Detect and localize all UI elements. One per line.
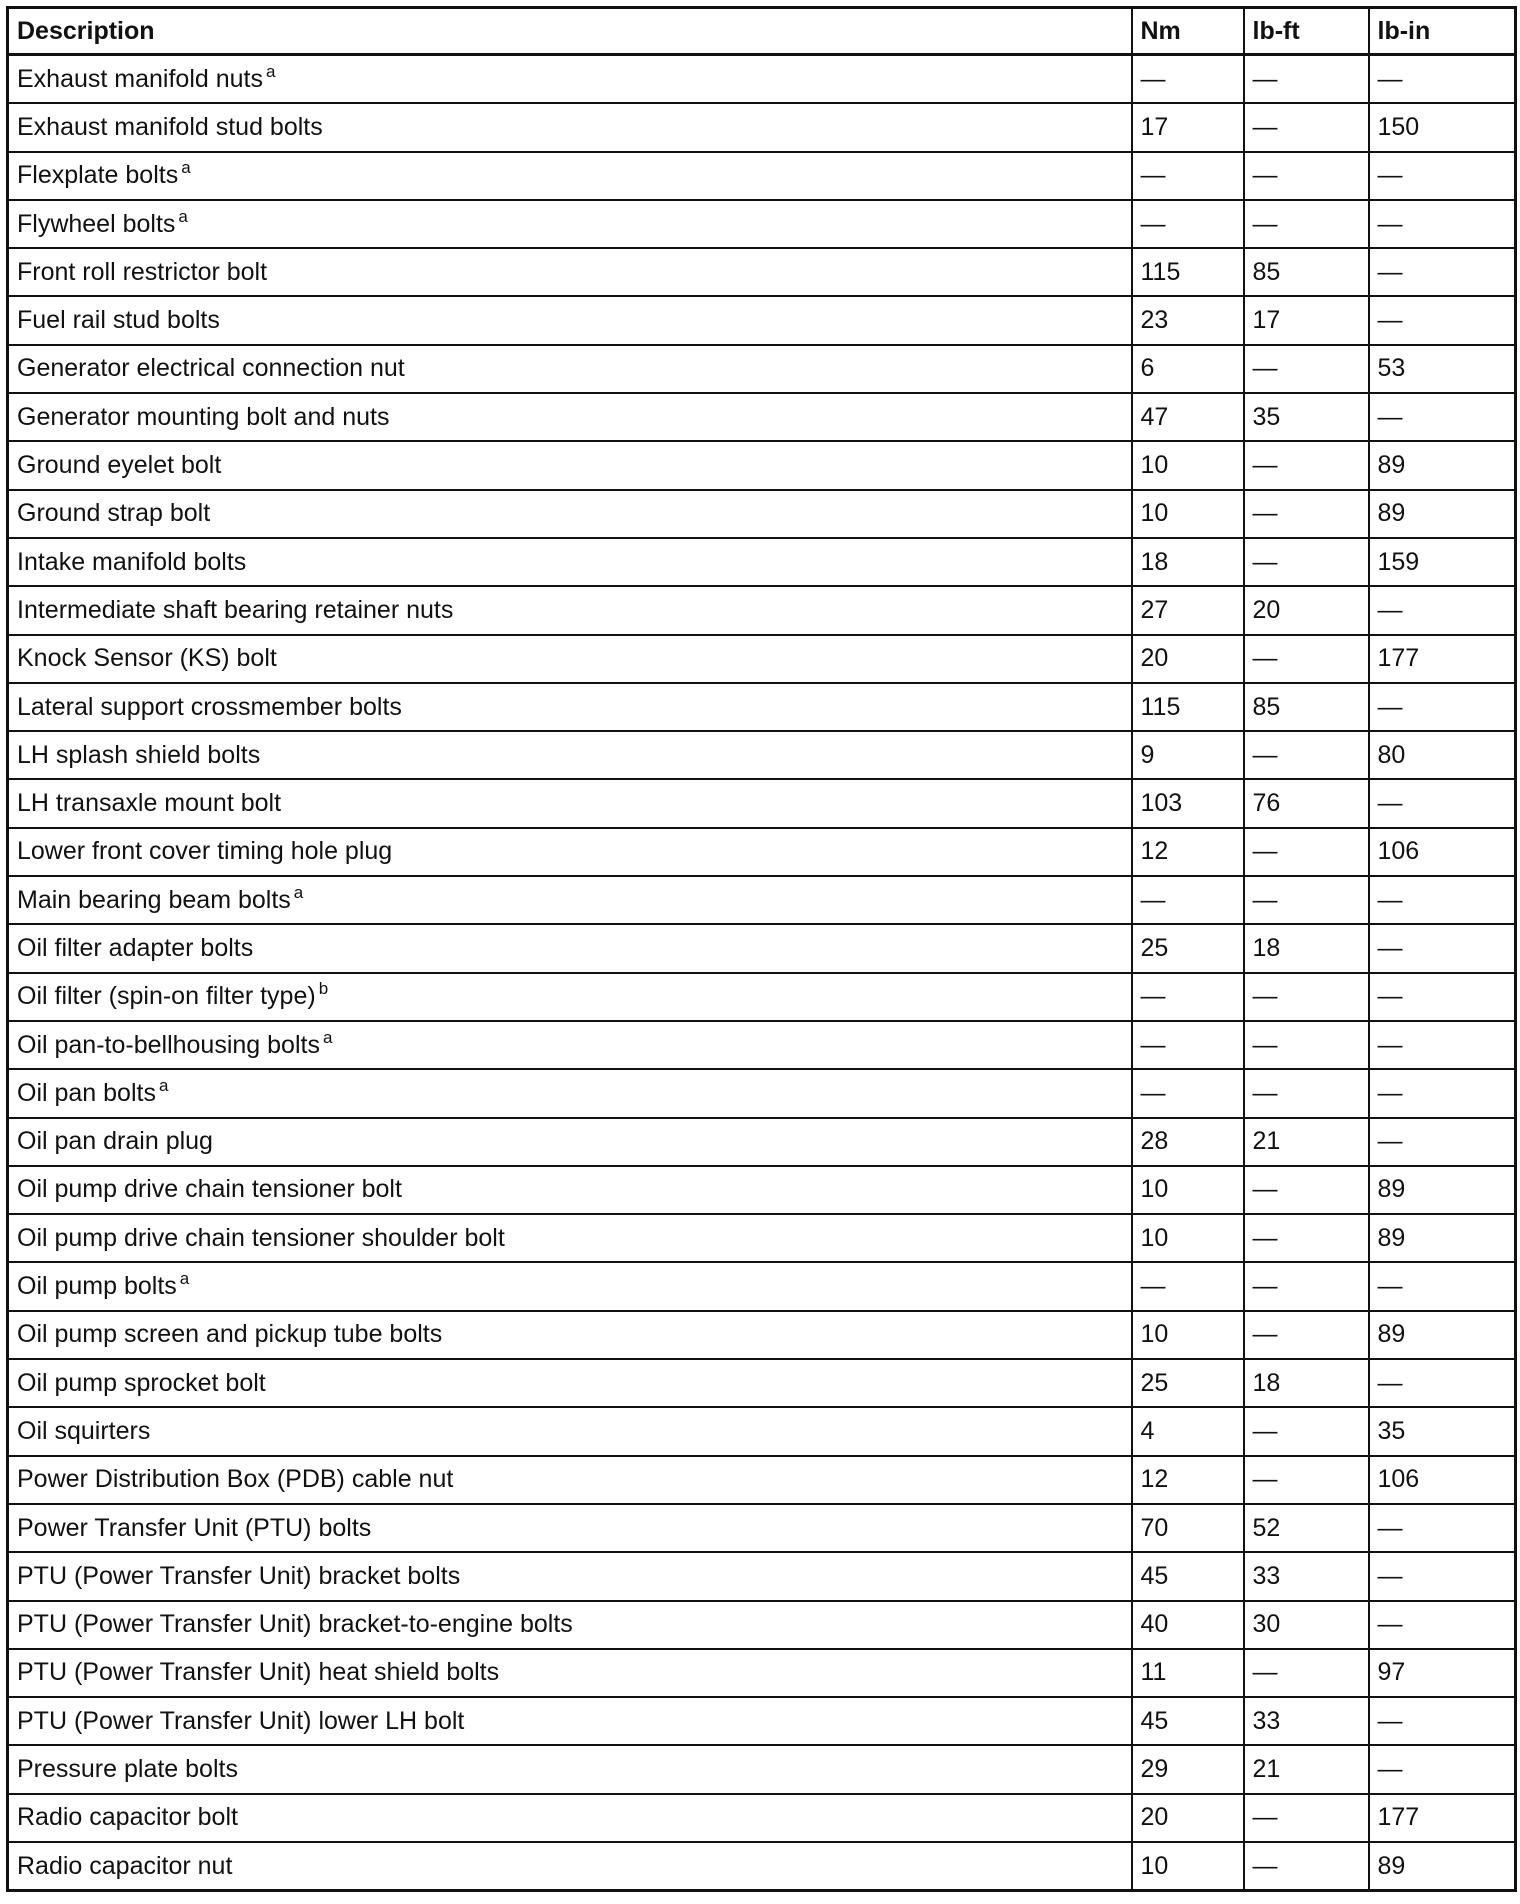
cell-description bbox=[8, 1842, 1132, 1891]
cell-lb-in: — bbox=[1369, 683, 1516, 731]
table-row bbox=[8, 103, 1516, 151]
cell-lb-in: 89 bbox=[1369, 1166, 1516, 1214]
cell-nm: — bbox=[1132, 152, 1244, 200]
cell-description bbox=[8, 1601, 1132, 1649]
description-text: LH splash shield bolts bbox=[17, 740, 261, 769]
cell-lb-ft: — bbox=[1244, 973, 1369, 1021]
cell-lb-in: 106 bbox=[1369, 828, 1516, 876]
cell-lb-in: 35 bbox=[1369, 1407, 1516, 1455]
description-text: Oil pan drain plug bbox=[17, 1127, 213, 1156]
cell-lb-in: — bbox=[1369, 1118, 1516, 1166]
table-row bbox=[8, 683, 1516, 731]
cell-nm: 4 bbox=[1132, 1407, 1244, 1455]
description-text: Intake manifold bolts bbox=[17, 547, 247, 576]
description-text: Power Transfer Unit (PTU) bolts bbox=[17, 1513, 372, 1542]
cell-description bbox=[8, 345, 1132, 393]
cell-lb-ft: 85 bbox=[1244, 248, 1369, 296]
cell-description bbox=[8, 200, 1132, 248]
cell-lb-ft: — bbox=[1244, 345, 1369, 393]
cell-description bbox=[8, 876, 1132, 924]
cell-nm: 10 bbox=[1132, 1214, 1244, 1262]
table-row bbox=[8, 1069, 1516, 1117]
cell-lb-ft: 30 bbox=[1244, 1601, 1369, 1649]
cell-lb-in: 89 bbox=[1369, 441, 1516, 489]
cell-lb-ft: 21 bbox=[1244, 1118, 1369, 1166]
cell-nm: 10 bbox=[1132, 1311, 1244, 1359]
cell-nm: — bbox=[1132, 973, 1244, 1021]
table-row bbox=[8, 1021, 1516, 1069]
cell-lb-in: 89 bbox=[1369, 490, 1516, 538]
cell-lb-ft: 52 bbox=[1244, 1504, 1369, 1552]
cell-nm: 40 bbox=[1132, 1601, 1244, 1649]
cell-description bbox=[8, 1166, 1132, 1214]
table-row bbox=[8, 1842, 1516, 1891]
description-text: Main bearing beam bolts bbox=[17, 885, 291, 914]
cell-description bbox=[8, 1745, 1132, 1793]
description-text: Oil pump screen and pickup tube bolts bbox=[17, 1320, 443, 1349]
cell-nm: 12 bbox=[1132, 1456, 1244, 1504]
table-row bbox=[8, 1311, 1516, 1359]
cell-nm: 20 bbox=[1132, 1794, 1244, 1842]
table-row bbox=[8, 1697, 1516, 1745]
header-lb-in: lb-in bbox=[1369, 8, 1516, 55]
header-lb-ft: lb-ft bbox=[1244, 8, 1369, 55]
cell-lb-ft: 33 bbox=[1244, 1552, 1369, 1600]
table-row bbox=[8, 1166, 1516, 1214]
cell-description bbox=[8, 296, 1132, 344]
cell-lb-in: 97 bbox=[1369, 1649, 1516, 1697]
torque-specification-table bbox=[6, 6, 1517, 1892]
cell-lb-ft: — bbox=[1244, 490, 1369, 538]
cell-description bbox=[8, 103, 1132, 151]
cell-lb-ft: — bbox=[1244, 1407, 1369, 1455]
table-row bbox=[8, 490, 1516, 538]
description-text: Oil pan-to-bellhousing bolts bbox=[17, 1030, 320, 1059]
cell-lb-in: 159 bbox=[1369, 538, 1516, 586]
table-row bbox=[8, 828, 1516, 876]
description-text: Oil pump drive chain tensioner shoulder bolt bbox=[17, 1223, 505, 1252]
cell-description bbox=[8, 1649, 1132, 1697]
cell-lb-ft: — bbox=[1244, 538, 1369, 586]
cell-lb-in: 80 bbox=[1369, 731, 1516, 779]
cell-nm: 10 bbox=[1132, 490, 1244, 538]
header-description: Description bbox=[8, 8, 1132, 55]
cell-description bbox=[8, 1359, 1132, 1407]
cell-nm: — bbox=[1132, 1262, 1244, 1310]
cell-lb-in: — bbox=[1369, 1359, 1516, 1407]
cell-nm: 70 bbox=[1132, 1504, 1244, 1552]
cell-lb-ft: — bbox=[1244, 1649, 1369, 1697]
cell-description bbox=[8, 828, 1132, 876]
description-text: Generator electrical connection nut bbox=[17, 354, 405, 383]
cell-lb-in: — bbox=[1369, 1745, 1516, 1793]
description-text: Oil pump drive chain tensioner bolt bbox=[17, 1175, 402, 1204]
description-text: LH transaxle mount bolt bbox=[17, 789, 282, 818]
cell-lb-in: — bbox=[1369, 152, 1516, 200]
cell-lb-in: — bbox=[1369, 876, 1516, 924]
table-row bbox=[8, 586, 1516, 634]
cell-description bbox=[8, 683, 1132, 731]
footnote-marker: a bbox=[293, 882, 304, 902]
cell-lb-in: — bbox=[1369, 586, 1516, 634]
cell-lb-ft: 33 bbox=[1244, 1697, 1369, 1745]
description-text: Front roll restrictor bolt bbox=[17, 257, 268, 286]
cell-description bbox=[8, 1794, 1132, 1842]
cell-lb-ft: 20 bbox=[1244, 586, 1369, 634]
table-row bbox=[8, 441, 1516, 489]
cell-nm: 28 bbox=[1132, 1118, 1244, 1166]
description-text: Lower front cover timing hole plug bbox=[17, 837, 393, 866]
cell-description bbox=[8, 152, 1132, 200]
cell-lb-in: — bbox=[1369, 1021, 1516, 1069]
cell-lb-ft: — bbox=[1244, 828, 1369, 876]
cell-description bbox=[8, 441, 1132, 489]
cell-description bbox=[8, 393, 1132, 441]
cell-nm: — bbox=[1132, 200, 1244, 248]
cell-lb-in: — bbox=[1369, 393, 1516, 441]
cell-nm: 10 bbox=[1132, 441, 1244, 489]
cell-lb-in: 89 bbox=[1369, 1311, 1516, 1359]
table-row bbox=[8, 779, 1516, 827]
description-text: Oil pump bolts bbox=[17, 1272, 177, 1301]
cell-description bbox=[8, 973, 1132, 1021]
description-text: Exhaust manifold nuts bbox=[17, 64, 263, 93]
description-text: PTU (Power Transfer Unit) lower LH bolt bbox=[17, 1706, 465, 1735]
cell-description bbox=[8, 1069, 1132, 1117]
description-text: Oil filter (spin-on filter type) bbox=[17, 982, 316, 1011]
description-text: Flywheel bolts bbox=[17, 209, 176, 238]
cell-nm: 27 bbox=[1132, 586, 1244, 634]
table-row bbox=[8, 345, 1516, 393]
description-text: Fuel rail stud bolts bbox=[17, 306, 220, 335]
cell-lb-ft: — bbox=[1244, 1214, 1369, 1262]
cell-lb-in: — bbox=[1369, 1504, 1516, 1552]
description-text: Oil squirters bbox=[17, 1416, 151, 1445]
cell-nm: 10 bbox=[1132, 1842, 1244, 1891]
header-nm: Nm bbox=[1132, 8, 1244, 55]
description-text: Radio capacitor bolt bbox=[17, 1803, 238, 1832]
cell-lb-ft: — bbox=[1244, 1456, 1369, 1504]
table-row bbox=[8, 55, 1516, 104]
cell-lb-ft: — bbox=[1244, 731, 1369, 779]
table-row bbox=[8, 1456, 1516, 1504]
cell-nm: — bbox=[1132, 1069, 1244, 1117]
cell-lb-ft: — bbox=[1244, 1166, 1369, 1214]
table-row bbox=[8, 248, 1516, 296]
cell-lb-in: — bbox=[1369, 924, 1516, 972]
cell-lb-in: — bbox=[1369, 1697, 1516, 1745]
cell-lb-in: 150 bbox=[1369, 103, 1516, 151]
description-text: Flexplate bolts bbox=[17, 161, 179, 190]
footnote-marker: a bbox=[179, 1269, 190, 1289]
table-row bbox=[8, 1504, 1516, 1552]
cell-lb-in: — bbox=[1369, 1552, 1516, 1600]
cell-lb-ft: 35 bbox=[1244, 393, 1369, 441]
description-text: Ground eyelet bolt bbox=[17, 451, 222, 480]
cell-nm: 29 bbox=[1132, 1745, 1244, 1793]
cell-description bbox=[8, 538, 1132, 586]
table-row bbox=[8, 635, 1516, 683]
cell-description bbox=[8, 1262, 1132, 1310]
cell-description bbox=[8, 1456, 1132, 1504]
table-body bbox=[8, 55, 1516, 1891]
table-row bbox=[8, 152, 1516, 200]
table-row bbox=[8, 876, 1516, 924]
cell-nm: — bbox=[1132, 55, 1244, 104]
cell-lb-in: — bbox=[1369, 1601, 1516, 1649]
cell-lb-in: 89 bbox=[1369, 1214, 1516, 1262]
cell-nm: 115 bbox=[1132, 248, 1244, 296]
cell-description bbox=[8, 1504, 1132, 1552]
cell-description bbox=[8, 1407, 1132, 1455]
table-row bbox=[8, 1118, 1516, 1166]
description-text: PTU (Power Transfer Unit) bracket bolts bbox=[17, 1561, 461, 1590]
cell-description bbox=[8, 779, 1132, 827]
cell-nm: 18 bbox=[1132, 538, 1244, 586]
table-row bbox=[8, 1359, 1516, 1407]
cell-lb-in: — bbox=[1369, 248, 1516, 296]
cell-description bbox=[8, 1118, 1132, 1166]
description-text: Exhaust manifold stud bolts bbox=[17, 112, 323, 141]
cell-lb-ft: — bbox=[1244, 200, 1369, 248]
table-row bbox=[8, 393, 1516, 441]
cell-lb-ft: — bbox=[1244, 876, 1369, 924]
cell-nm: 12 bbox=[1132, 828, 1244, 876]
cell-lb-ft: 17 bbox=[1244, 296, 1369, 344]
cell-lb-in: — bbox=[1369, 1262, 1516, 1310]
cell-description bbox=[8, 55, 1132, 104]
table-row bbox=[8, 924, 1516, 972]
description-text: Radio capacitor nut bbox=[17, 1851, 233, 1880]
table-row bbox=[8, 1794, 1516, 1842]
cell-lb-in: 106 bbox=[1369, 1456, 1516, 1504]
footnote-marker: a bbox=[158, 1075, 169, 1095]
cell-nm: 25 bbox=[1132, 1359, 1244, 1407]
cell-description bbox=[8, 586, 1132, 634]
cell-nm: 45 bbox=[1132, 1697, 1244, 1745]
table-row bbox=[8, 1262, 1516, 1310]
cell-lb-ft: — bbox=[1244, 635, 1369, 683]
description-text: Oil pump sprocket bolt bbox=[17, 1368, 266, 1397]
footnote-marker: b bbox=[318, 979, 329, 999]
table-row bbox=[8, 296, 1516, 344]
description-text: Pressure plate bolts bbox=[17, 1755, 238, 1784]
cell-description bbox=[8, 1311, 1132, 1359]
table-row bbox=[8, 200, 1516, 248]
header-row bbox=[8, 8, 1516, 55]
description-text: PTU (Power Transfer Unit) heat shield bolts bbox=[17, 1658, 500, 1687]
cell-nm: 115 bbox=[1132, 683, 1244, 731]
cell-description bbox=[8, 1214, 1132, 1262]
cell-lb-in: — bbox=[1369, 1069, 1516, 1117]
cell-lb-ft: 18 bbox=[1244, 1359, 1369, 1407]
footnote-marker: a bbox=[322, 1027, 333, 1047]
cell-lb-ft: 21 bbox=[1244, 1745, 1369, 1793]
description-text: Generator mounting bolt and nuts bbox=[17, 402, 390, 431]
cell-lb-in: — bbox=[1369, 55, 1516, 104]
description-text: Ground strap bolt bbox=[17, 499, 211, 528]
table-row bbox=[8, 1552, 1516, 1600]
table-row bbox=[8, 973, 1516, 1021]
cell-description bbox=[8, 1697, 1132, 1745]
cell-lb-in: — bbox=[1369, 296, 1516, 344]
description-text: Intermediate shaft bearing retainer nuts bbox=[17, 595, 454, 624]
cell-nm: 11 bbox=[1132, 1649, 1244, 1697]
cell-lb-ft: — bbox=[1244, 1021, 1369, 1069]
cell-lb-ft: — bbox=[1244, 103, 1369, 151]
cell-lb-ft: 85 bbox=[1244, 683, 1369, 731]
cell-description bbox=[8, 1552, 1132, 1600]
cell-description bbox=[8, 490, 1132, 538]
footnote-marker: a bbox=[181, 158, 191, 178]
cell-lb-ft: 76 bbox=[1244, 779, 1369, 827]
table-row bbox=[8, 1407, 1516, 1455]
cell-description bbox=[8, 248, 1132, 296]
cell-lb-in: — bbox=[1369, 973, 1516, 1021]
cell-lb-ft: — bbox=[1244, 441, 1369, 489]
description-text: Power Distribution Box (PDB) cable nut bbox=[17, 1465, 454, 1494]
cell-nm: 103 bbox=[1132, 779, 1244, 827]
cell-lb-ft: — bbox=[1244, 1842, 1369, 1891]
cell-nm: 47 bbox=[1132, 393, 1244, 441]
cell-lb-ft: — bbox=[1244, 1794, 1369, 1842]
cell-nm: 23 bbox=[1132, 296, 1244, 344]
description-text: Lateral support crossmember bolts bbox=[17, 692, 402, 721]
description-text: Knock Sensor (KS) bolt bbox=[17, 644, 277, 673]
cell-description bbox=[8, 731, 1132, 779]
description-text: Oil filter adapter bolts bbox=[17, 933, 254, 962]
cell-description bbox=[8, 924, 1132, 972]
cell-nm: — bbox=[1132, 1021, 1244, 1069]
cell-lb-in: — bbox=[1369, 200, 1516, 248]
cell-lb-ft: — bbox=[1244, 55, 1369, 104]
description-text: PTU (Power Transfer Unit) bracket-to-engine bolts bbox=[17, 1610, 573, 1639]
cell-lb-ft: — bbox=[1244, 1262, 1369, 1310]
table-row bbox=[8, 1214, 1516, 1262]
cell-lb-in: — bbox=[1369, 779, 1516, 827]
table-row bbox=[8, 1745, 1516, 1793]
cell-lb-ft: — bbox=[1244, 152, 1369, 200]
table-row bbox=[8, 1601, 1516, 1649]
cell-description bbox=[8, 635, 1132, 683]
table-row bbox=[8, 731, 1516, 779]
cell-nm: 45 bbox=[1132, 1552, 1244, 1600]
cell-nm: 9 bbox=[1132, 731, 1244, 779]
cell-nm: 6 bbox=[1132, 345, 1244, 393]
cell-lb-in: 177 bbox=[1369, 1794, 1516, 1842]
cell-lb-in: 53 bbox=[1369, 345, 1516, 393]
cell-nm: — bbox=[1132, 876, 1244, 924]
cell-nm: 17 bbox=[1132, 103, 1244, 151]
footnote-marker: a bbox=[178, 206, 188, 226]
cell-nm: 25 bbox=[1132, 924, 1244, 972]
cell-lb-in: 177 bbox=[1369, 635, 1516, 683]
table-row bbox=[8, 1649, 1516, 1697]
cell-nm: 10 bbox=[1132, 1166, 1244, 1214]
table-row bbox=[8, 538, 1516, 586]
cell-lb-in: 89 bbox=[1369, 1842, 1516, 1891]
cell-lb-ft: 18 bbox=[1244, 924, 1369, 972]
cell-lb-ft: — bbox=[1244, 1311, 1369, 1359]
cell-lb-ft: — bbox=[1244, 1069, 1369, 1117]
footnote-marker: a bbox=[265, 61, 276, 81]
description-text: Oil pan bolts bbox=[17, 1078, 156, 1107]
cell-description bbox=[8, 1021, 1132, 1069]
cell-nm: 20 bbox=[1132, 635, 1244, 683]
